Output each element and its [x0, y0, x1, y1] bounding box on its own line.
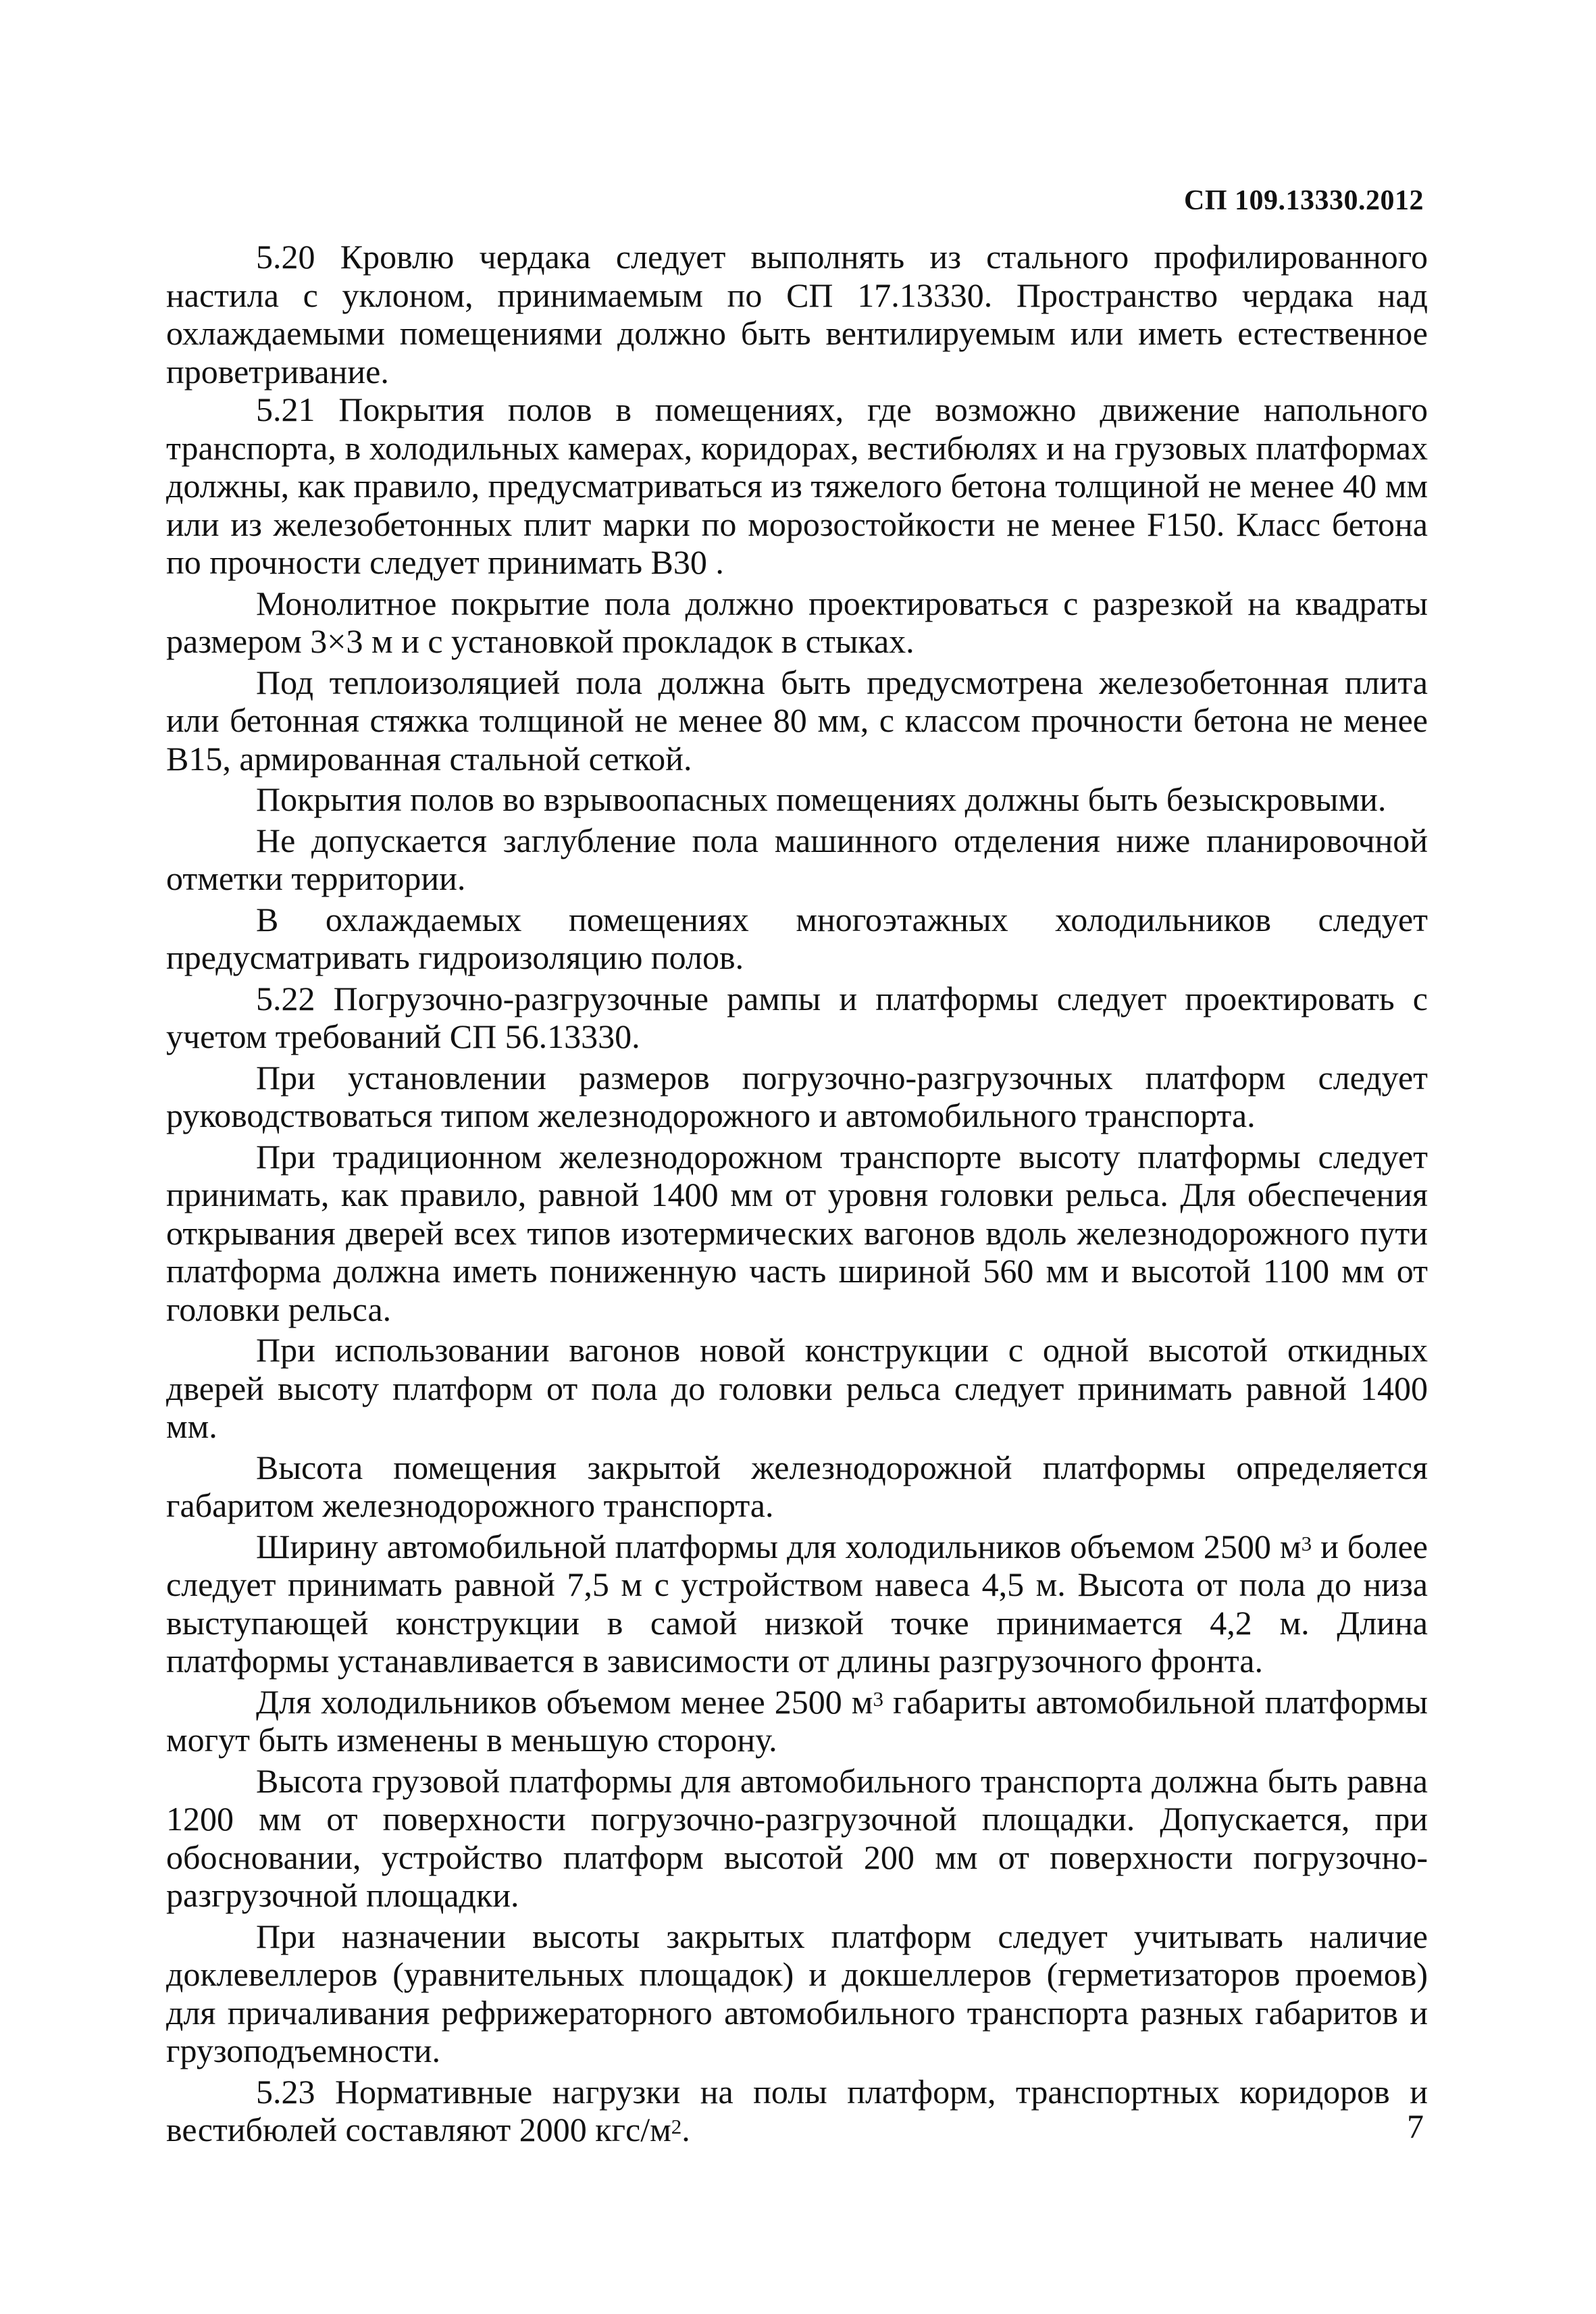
paragraph: При назначении высоты закрытых платформ следует учитывать наличие доклевеллеров (уравнительных площадок) и докшеллеров (герметизаторов проемов) для причаливания рефрижераторного автомобильного транспорта разных габаритов и грузоподъемности.	[166, 1917, 1428, 2069]
text-segment: .	[681, 2111, 690, 2148]
paragraph: При установлении размеров погрузочно-разгрузочных платформ следует руководствоваться типом железнодорожного и автомобильного транспорта.	[166, 1058, 1428, 1134]
text-segment: Ширину автомобильной платформы для холодильников объемом 2500 м	[256, 1527, 1302, 1565]
superscript: 2	[671, 2115, 682, 2139]
body-text	[166, 238, 1428, 2149]
paragraph: Высота грузовой платформы для автомобильного транспорта должна быть равна 1200 мм от поверхности погрузочно-разгрузочной площадки. Допускается, при обосновании, устройство платформ высотой 200 мм от поверхности погрузочно-разгрузочной площадки.	[166, 1761, 1428, 1914]
document-code: СП 109.13330.2012	[1184, 185, 1424, 216]
text-segment: и более следует принимать равной 7,5 м с устройством навеса 4,5 м. Высота от пола до низа выступающей конструкции в самой низкой точке принимается 4,2 м. Длина платформы устанавливается в зависимости от длины разгрузочного фронта.	[166, 1527, 1428, 1680]
paragraph: Покрытия полов во взрывоопасных помещениях должны быть безыскровыми.	[256, 780, 1387, 818]
text-segment: 5.23 Нормативные нагрузки на полы платформ, транспортных коридоров и вестибюлей составляют 2000 кгс/м	[166, 2072, 1428, 2148]
superscript: 3	[1301, 1531, 1312, 1555]
paragraph: Не допускается заглубление пола машинного отделения ниже планировочной отметки территории.	[166, 821, 1428, 897]
paragraph: Монолитное покрытие пола должно проектироваться с разрезкой на квадраты размером 3×3 м и с установкой прокладок в стыках.	[166, 584, 1428, 660]
text-segment: габариты автомобильной платформы могут быть изменены в меньшую сторону.	[166, 1682, 1428, 1759]
text-segment: Для холодильников объемом менее 2500 м	[256, 1682, 873, 1721]
paragraph: В охлаждаемых помещениях многоэтажных холодильников следует предусматривать гидроизоляцию полов.	[166, 900, 1428, 976]
paragraph	[166, 1528, 1428, 1680]
paragraph: Высота помещения закрытой железнодорожной платформы определяется габаритом железнодорожного транспорта.	[166, 1448, 1428, 1524]
paragraph-5-21: 5.21 Покрытия полов в помещениях, где возможно движение напольного транспорта, в холодильных камерах, коридорах, вестибюлях и на грузовых платформах должны, как правило, предусматриваться из тяжелого бетона толщиной не менее 40 мм или из железобетонных плит марки по морозостойкости не менее F150. Класс бетона по прочности следует принимать В30 .	[166, 391, 1428, 581]
superscript: 3	[873, 1686, 883, 1711]
paragraph: При использовании вагонов новой конструкции с одной высотой откидных дверей высоту платформ от пола до головки рельса следует принимать равной 1400 мм.	[166, 1331, 1428, 1445]
page-number: 7	[1407, 2107, 1424, 2145]
paragraph-5-22: 5.22 Погрузочно-разгрузочные рампы и платформы следует проектировать с учетом требований СП 56.13330.	[166, 979, 1428, 1055]
paragraph: При традиционном железнодорожном транспорте высоту платформы следует принимать, как правило, равной 1400 мм от уровня головки рельса. Для обеспечения открывания дверей всех типов изотермических вагонов вдоль железнодорожного пути платформа должна иметь пониженную часть шириной 560 мм и высотой 1100 мм от головки рельса.	[166, 1137, 1428, 1328]
paragraph-5-23	[166, 2073, 1428, 2149]
paragraph	[166, 1683, 1428, 1759]
paragraph: Под теплоизоляцией пола должна быть предусмотрена железобетонная плита или бетонная стяжка толщиной не менее 80 мм, с классом прочности бетона не менее В15, армированная стальной сеткой.	[166, 663, 1428, 778]
paragraph-5-20: 5.20 Кровлю чердака следует выполнять из стального профилированного настила с уклоном, принимаемым по СП 17.13330. Пространство чердака над охлаждаемыми помещениями должно быть вентилируемым или иметь естественное проветривание.	[166, 238, 1428, 391]
